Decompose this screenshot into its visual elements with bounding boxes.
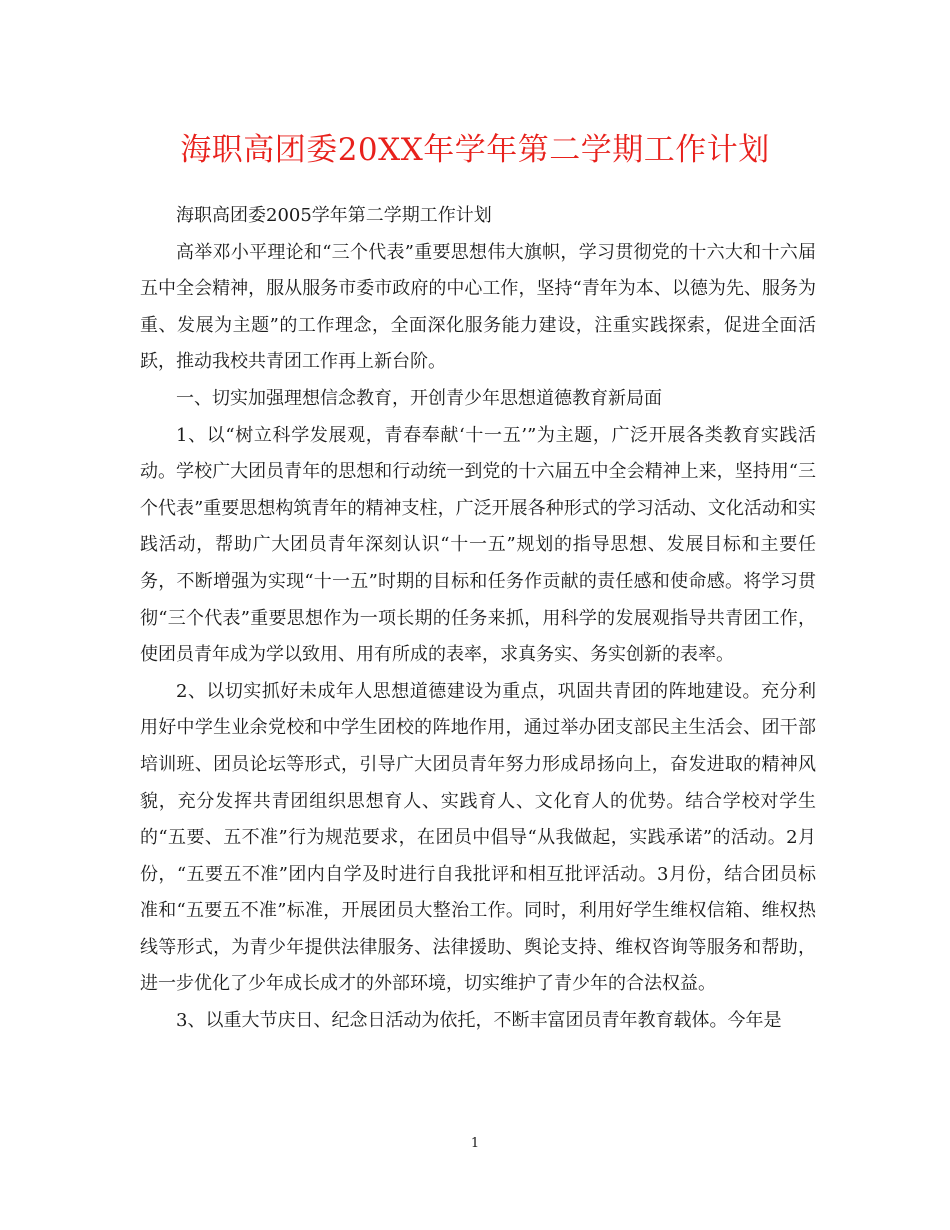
paragraph-subtitle: 海职高团委2005学年第二学期工作计划 (176, 205, 492, 226)
paragraph-item-1: 1、以“树立科学发展观，青春奉献‘十一五’”为主题，广泛开展各类教育实践活动。学校广大团员青年的思想和行动统一到党的十六届五中全会精神上来，坚持用“三个代表”重要思想构筑青年的精神支柱，广泛开展各种形式的学习活动、文化活动和实践活动，帮助广大团员青年深刻认识“十一五”规划的指导思想、发展目标和主要任务，不断增强为实现“十一五”时期的目标和任务作贡献的责任感和使命感。将学习贯彻“三个代表”重要思想作为一项长期的任务来抓，用科学的发展观指导共青团工作，使团员青年成为学以致用、用有所成的表率，求真务实、务实创新的表率。 (140, 424, 816, 666)
paragraph-item-3: 3、以重大节庆日、纪念日活动为依托，不断丰富团员青年教育载体。今年是 (176, 1010, 782, 1032)
document-body (140, 198, 816, 1040)
document-title: 海职高团委20XX年学年第二学期工作计划 (180, 132, 770, 168)
section-heading: 一、切实加强理想信念教育，开创青少年思想道德教育新局面 (176, 387, 662, 409)
paragraph-item-2: 2、以切实抓好未成年人思想道德建设为重点，巩固共青团的阵地建设。充分利用好中学生业余党校和中学生团校的阵地作用，通过举办团支部民主生活会、团干部培训班、团员论坛等形式，引导广大团员青年努力形成昂扬向上，奋发进取的精神风貌，充分发挥共青团组织思想育人、实践育人、文化育人的优势。结合学校对学生的“五要、五不准”行为规范要求，在团员中倡导“从我做起，实践承诺”的活动。2月份，“五要五不准”团内自学及时进行自我批评和相互批评活动。3月份，结合团员标准和“五要五不准”标准，开展团员大整治工作。同时，利用好学生维权信箱、维权热线等形式，为青少年提供法律服务、法律援助、舆论支持、维权咨询等服务和帮助，进一步优化了少年成长成才的外部环境，切实维护了青少年的合法权益。 (140, 680, 816, 995)
paragraph-intro: 高举邓小平理论和“三个代表”重要思想伟大旗帜，学习贯彻党的十六大和十六届五中全会精神，服从服务市委市政府的中心工作，坚持“青年为本、以德为先、服务为重、发展为主题”的工作理念，全面深化服务能力建设，注重实践探索，促进全面活跃，推动我校共青团工作再上新台阶。 (140, 241, 816, 373)
page-number: 1 (470, 1136, 480, 1151)
